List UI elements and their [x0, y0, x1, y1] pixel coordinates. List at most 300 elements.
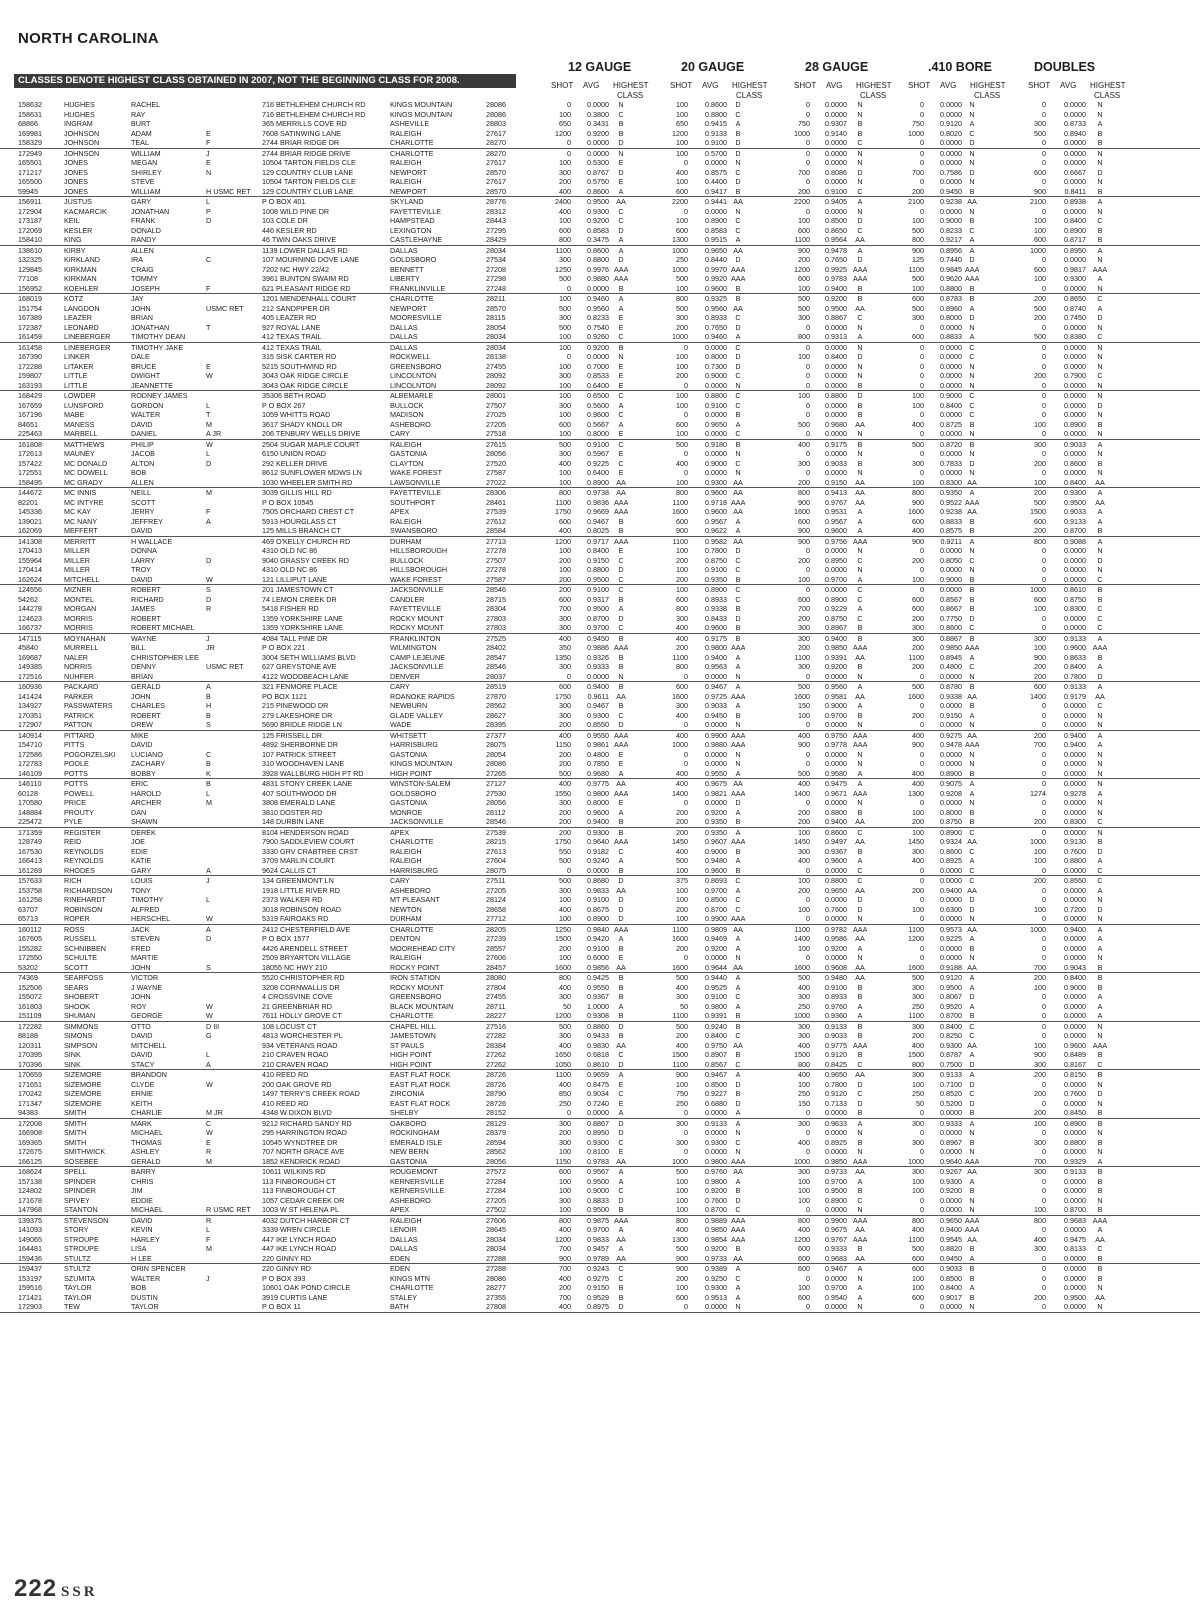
class-col-header: CLASS	[617, 91, 644, 100]
city: FRANKLINVILLE	[390, 283, 446, 293]
class-12: C	[618, 623, 624, 632]
class-20: C	[735, 594, 741, 604]
last-name: HUGHES	[64, 109, 95, 119]
avg-12: 0.8767	[587, 167, 609, 177]
shot-12: 300	[559, 1195, 571, 1205]
shot-doubles: 0	[1042, 885, 1046, 895]
avg-20: 0.7800	[705, 546, 727, 555]
zip: 27870	[486, 691, 506, 701]
class-12: C	[618, 1050, 624, 1059]
avg-12: 0.7540	[587, 322, 609, 332]
first-name: MICHAEL	[131, 1128, 163, 1137]
member-id: 161803	[18, 1001, 42, 1011]
avg-doubles: 0.7900	[1064, 371, 1086, 380]
class-20: B	[735, 1050, 741, 1059]
address: 5215 SOUTHWIND RD	[262, 361, 337, 371]
member-id: 167196	[18, 410, 42, 419]
address: 1497 TERRY'S CREEK ROAD	[262, 1089, 360, 1098]
avg-28: 0.9150	[825, 477, 847, 487]
avg-doubles: 0.9130	[1064, 837, 1086, 846]
table-row	[0, 440, 1200, 450]
class-20: N	[735, 1302, 741, 1311]
middle-suffix: S	[206, 962, 211, 972]
shot-28: 800	[798, 1215, 810, 1225]
class-410: C	[969, 128, 975, 138]
shot-doubles: 0	[1042, 759, 1046, 768]
class-doubles: N	[1097, 779, 1103, 788]
publication-name: SSR	[61, 1584, 98, 1600]
shot-20: 1600	[672, 934, 688, 943]
member-id: 148884	[18, 807, 42, 817]
avg-doubles: 0.0000	[1064, 885, 1086, 895]
table-row	[0, 207, 1200, 217]
class-12: A	[618, 1244, 624, 1253]
shot-doubles: 800	[1034, 536, 1046, 546]
last-name: SINK	[64, 1059, 81, 1069]
class-20: C	[735, 342, 741, 352]
shot-doubles: 0	[1042, 934, 1046, 943]
avg-12: 0.9150	[587, 1283, 609, 1292]
avg-28: 0.9600	[825, 856, 847, 865]
avg-28: 0.9650	[825, 885, 847, 895]
first-name: JAY	[131, 294, 144, 303]
member-id: 170413	[18, 546, 42, 555]
last-name: RICHARDSON	[64, 885, 113, 895]
class-410: B	[969, 574, 975, 584]
address: 1359 YORKSHIRE LANE	[262, 623, 343, 632]
shot-410: 0	[920, 342, 924, 352]
first-name: BOBBY	[131, 768, 156, 778]
city: ALBEMARLE	[390, 391, 434, 400]
avg-col-header: AVG	[940, 81, 957, 90]
zip: 27525	[486, 633, 506, 643]
shot-28: 0	[806, 449, 810, 458]
shot-12: 500	[559, 1021, 571, 1031]
shot-20: 375	[676, 876, 688, 885]
city: WAKE FOREST	[390, 574, 443, 584]
first-name: ZACHARY	[131, 759, 166, 768]
shot-28: 1000	[794, 1011, 810, 1020]
shot-28: 0	[806, 565, 810, 574]
class-doubles: B	[1097, 1137, 1103, 1147]
city: CHARLOTTE	[390, 294, 434, 303]
first-name: ROBERT	[131, 710, 161, 720]
shot-410: 300	[912, 458, 924, 468]
member-id: 149065	[18, 1234, 42, 1244]
class-doubles: B	[1097, 973, 1103, 982]
avg-12: 0.8610	[587, 1059, 609, 1069]
shot-410: 100	[912, 1079, 924, 1089]
city: HARRISBURG	[390, 740, 438, 749]
class-28: A	[857, 682, 863, 691]
avg-20: 0.9480	[705, 856, 727, 865]
address: 5520 CHRISTOPHER RD	[262, 973, 345, 982]
shot-410: 0	[920, 943, 924, 953]
last-name: SPELL	[64, 1167, 87, 1176]
shot-doubles: 0	[1042, 895, 1046, 904]
class-410: B	[969, 768, 975, 778]
class-28: B	[857, 458, 863, 468]
avg-12: 0.7850	[587, 759, 609, 768]
class-doubles: B	[1097, 458, 1103, 468]
zip: 27803	[486, 623, 506, 632]
city: APEX	[390, 1205, 410, 1214]
first-name: WALTER	[131, 1273, 161, 1283]
last-name: SMITH	[64, 1137, 87, 1147]
class-28: AA	[855, 303, 865, 313]
avg-28: 0.9540	[825, 1292, 847, 1302]
address: 469 O'KELLY CHURCH RD	[262, 536, 351, 546]
class-doubles: N	[1097, 158, 1103, 167]
shot-20: 1100	[672, 924, 688, 934]
shot-410: 0	[920, 546, 924, 555]
class-12: B	[618, 283, 624, 293]
zip: 27262	[486, 1059, 506, 1069]
first-name: CHARLES	[131, 701, 165, 710]
avg-doubles: 0.8900	[1064, 225, 1086, 235]
avg-doubles: 0.8400	[1064, 477, 1086, 487]
shot-20: 100	[676, 138, 688, 147]
avg-28: 0.9100	[825, 186, 847, 196]
shot-28: 0	[806, 342, 810, 352]
zip: 27713	[486, 536, 506, 546]
class-doubles: C	[1097, 216, 1103, 225]
shot-20: 250	[676, 1098, 688, 1108]
avg-20: 0.0000	[705, 749, 727, 759]
address: 220 GINNY RD	[262, 1253, 311, 1263]
zip: 27520	[486, 458, 506, 468]
shot-28: 0	[806, 895, 810, 904]
shot-12: 1050	[555, 1059, 571, 1069]
avg-20: 0.0000	[705, 798, 727, 807]
last-name: PROUTY	[64, 807, 94, 817]
table-row	[0, 1138, 1200, 1148]
shot-12: 400	[559, 1040, 571, 1050]
address: 4892 SHERBORNE DR	[262, 740, 338, 749]
shot-410: 100	[912, 1283, 924, 1292]
city: CHARLOTTE	[390, 1283, 434, 1292]
middle-suffix: L	[206, 400, 210, 410]
class-28: AA	[855, 817, 865, 826]
last-name: JONES	[64, 158, 88, 167]
class-doubles: A	[1097, 924, 1103, 934]
shot-20: 300	[676, 701, 688, 710]
first-name: DONALD	[131, 225, 161, 235]
class-12: N	[618, 148, 624, 158]
shot-410: 1600	[908, 962, 924, 972]
shot-410: 400	[912, 779, 924, 788]
middle-suffix: H	[206, 701, 212, 710]
avg-28: 0.9580	[825, 768, 847, 778]
avg-28: 0.9756	[825, 536, 847, 546]
class-doubles: B	[1097, 1186, 1103, 1195]
class-doubles: AA	[1095, 1292, 1105, 1302]
table-row	[0, 682, 1200, 692]
class-410: A	[969, 235, 975, 244]
shot-28: 300	[798, 1021, 810, 1031]
shot-20: 300	[676, 313, 688, 322]
first-name: ROBERT	[131, 613, 161, 623]
shot-410: 100	[912, 574, 924, 584]
class-28: B	[857, 1108, 863, 1117]
avg-28: 0.9671	[825, 788, 847, 798]
shot-28: 0	[806, 177, 810, 186]
avg-410: 0.9267	[940, 1167, 962, 1176]
shot-12: 0	[567, 865, 571, 875]
class-410: N	[969, 1302, 975, 1311]
avg-doubles: 0.9817	[1064, 264, 1086, 274]
class-12: D	[618, 1059, 624, 1069]
avg-12: 0.0000	[587, 138, 609, 147]
avg-28: 0.9391	[825, 652, 847, 662]
shot-doubles: 1400	[1030, 691, 1046, 701]
shot-28: 0	[806, 1302, 810, 1311]
class-410: A	[969, 1283, 975, 1292]
member-id: 124802	[18, 1186, 42, 1195]
member-id: 160936	[18, 682, 42, 691]
address: 3810 DOSTER RD	[262, 807, 323, 817]
class-410: A	[969, 1118, 975, 1128]
table-row	[0, 914, 1200, 925]
avg-28: 0.9313	[825, 332, 847, 341]
table-row	[0, 1264, 1200, 1274]
avg-12: 0.9833	[587, 885, 609, 895]
class-12: B	[618, 342, 624, 352]
avg-12: 0.9225	[587, 458, 609, 468]
member-id: 172516	[18, 671, 42, 681]
avg-20: 0.8700	[705, 904, 727, 914]
avg-doubles: 0.0000	[1064, 400, 1086, 410]
class-20: B	[735, 439, 741, 449]
last-name: KESLER	[64, 225, 93, 235]
avg-12: 0.8000	[587, 429, 609, 438]
avg-410: 0.0000	[940, 361, 962, 371]
shot-20: 1100	[672, 1011, 688, 1020]
zip: 27539	[486, 827, 506, 837]
class-doubles: N	[1097, 206, 1103, 216]
class-410: C	[969, 555, 975, 565]
class-28: AAA	[853, 1215, 867, 1225]
first-name: JOHN	[131, 992, 151, 1001]
zip: 28124	[486, 895, 506, 904]
address: 4831 STONY CREEK LANE	[262, 779, 353, 788]
class-410: B	[969, 1292, 975, 1302]
avg-28: 0.9760	[825, 1001, 847, 1011]
member-id: 168019	[18, 294, 42, 303]
member-id: 169687	[18, 652, 42, 662]
avg-doubles: 0.9329	[1064, 1156, 1086, 1166]
member-id: 149385	[18, 662, 42, 671]
class-20: A	[735, 885, 741, 895]
city: ROCKINGHAM	[390, 1128, 440, 1137]
class-410: A	[969, 1253, 975, 1263]
table-row	[0, 1293, 1200, 1303]
zip: 27205	[486, 1195, 506, 1205]
middle-suffix: J	[206, 148, 210, 158]
table-row	[0, 1167, 1200, 1177]
shot-28: 0	[806, 1273, 810, 1283]
address: 7611 HOLLY GROVE CT	[262, 1011, 342, 1020]
shot-28: 600	[798, 225, 810, 235]
class-410: B	[969, 633, 975, 643]
avg-20: 0.9650	[705, 419, 727, 429]
middle-suffix: L	[206, 449, 210, 458]
avg-doubles: 0.8400	[1064, 973, 1086, 982]
avg-doubles: 0.0000	[1064, 1225, 1086, 1234]
shot-410: 600	[912, 604, 924, 613]
shot-20: 100	[676, 585, 688, 594]
avg-28: 0.9133	[825, 1021, 847, 1031]
avg-12: 0.9886	[587, 643, 609, 652]
class-410: N	[969, 206, 975, 216]
city: MOORESVILLE	[390, 313, 442, 322]
avg-28: 0.0000	[825, 565, 847, 574]
avg-doubles: 0.0000	[1064, 100, 1086, 109]
class-doubles: A	[1097, 662, 1103, 671]
avg-28: 0.8800	[825, 391, 847, 400]
first-name: BARRY	[131, 1167, 156, 1176]
class-12: E	[618, 322, 624, 332]
shot-28: 1600	[794, 962, 810, 972]
class-410: AA	[967, 962, 977, 972]
class-12: E	[618, 546, 624, 555]
shot-20: 200	[676, 827, 688, 837]
avg-410: 0.9238	[940, 507, 962, 516]
avg-12: 0.9275	[587, 1273, 609, 1283]
shot-410: 600	[912, 1292, 924, 1302]
class-12: C	[618, 1137, 624, 1147]
shot-28: 0	[806, 749, 810, 759]
shot-410: 300	[912, 1137, 924, 1147]
shot-doubles: 600	[1034, 682, 1046, 691]
first-name: JOE	[131, 837, 145, 846]
shot-doubles: 0	[1042, 1011, 1046, 1020]
avg-410: 0.7833	[940, 458, 962, 468]
first-name: IRA	[131, 255, 143, 264]
avg-12: 0.9457	[587, 1244, 609, 1253]
class-doubles: A	[1097, 1225, 1103, 1234]
shot-28: 1450	[794, 837, 810, 846]
shot-20: 200	[676, 1031, 688, 1040]
shot-410: 400	[912, 419, 924, 429]
zip: 27804	[486, 982, 506, 992]
member-id: 166737	[18, 623, 42, 632]
class-20: C	[735, 1137, 741, 1147]
shot-410: 600	[912, 332, 924, 341]
avg-410: 0.7440	[940, 255, 962, 264]
avg-12: 0.9830	[587, 1040, 609, 1050]
class-28: B	[857, 982, 863, 992]
avg-12: 0.9567	[587, 1167, 609, 1176]
avg-12: 0.6000	[587, 953, 609, 962]
class-410: B	[969, 283, 975, 293]
class-doubles: N	[1097, 429, 1103, 438]
address: 125 FRISSELL DR	[262, 730, 323, 740]
shot-410: 1500	[908, 1050, 924, 1059]
avg-28: 0.0000	[825, 380, 847, 390]
address: 9624 CALLIS CT	[262, 865, 317, 875]
shot-doubles: 0	[1042, 1098, 1046, 1108]
class-28: C	[857, 186, 863, 196]
address: 412 TEXAS TRAIL	[262, 342, 322, 352]
address: 292 KELLER DRIVE	[262, 458, 328, 468]
avg-12: 0.8675	[587, 904, 609, 914]
member-id: 144278	[18, 604, 42, 613]
avg-doubles: 0.9300	[1064, 488, 1086, 497]
avg-28: 0.9586	[825, 934, 847, 943]
avg-28: 0.0000	[825, 1128, 847, 1137]
member-id: 140914	[18, 730, 42, 740]
middle-suffix: M	[206, 488, 212, 497]
class-28: AAA	[853, 788, 867, 798]
avg-28: 0.8500	[825, 216, 847, 225]
avg-28: 0.9120	[825, 1050, 847, 1059]
zip: 27265	[486, 768, 506, 778]
city: RALEIGH	[390, 158, 422, 167]
middle-suffix: M JR	[206, 1108, 223, 1117]
class-12: AAA	[614, 497, 628, 507]
address: PO BOX 1121	[262, 691, 308, 701]
avg-20: 0.9567	[705, 516, 727, 526]
city: ASHEBORO	[390, 885, 431, 895]
zip: 28086	[486, 759, 506, 768]
address: 125 MILLS BRANCH CT	[262, 526, 341, 535]
shot-410: 0	[920, 914, 924, 923]
shot-20: 900	[676, 526, 688, 535]
shot-col-header: SHOT	[908, 81, 931, 90]
class-12: AAA	[614, 740, 628, 749]
shot-doubles: 700	[1034, 740, 1046, 749]
avg-20: 0.9889	[705, 1215, 727, 1225]
table-row	[0, 420, 1200, 430]
table-row	[0, 556, 1200, 566]
avg-doubles: 0.0000	[1064, 1186, 1086, 1195]
avg-28: 0.9683	[825, 1253, 847, 1263]
avg-410: 0.0000	[940, 342, 962, 352]
city: BULLOCK	[390, 555, 424, 565]
member-id: 53202	[18, 962, 38, 972]
shot-20: 100	[676, 1195, 688, 1205]
zip: 28205	[486, 924, 506, 934]
first-name: ERIC	[131, 779, 149, 788]
avg-12: 0.9529	[587, 1292, 609, 1302]
class-410: AA	[967, 924, 977, 934]
member-id: 166908	[18, 1128, 42, 1137]
shot-20: 600	[676, 682, 688, 691]
table-row	[0, 653, 1200, 663]
avg-410: 0.0000	[940, 1128, 962, 1137]
shot-doubles: 0	[1042, 574, 1046, 584]
member-id: 94383	[18, 1108, 38, 1117]
class-doubles: B	[1097, 1070, 1103, 1079]
city: JACKSONVILLE	[390, 817, 444, 826]
member-id: 167659	[18, 400, 42, 410]
shot-410: 0	[920, 371, 924, 380]
city: DALLAS	[390, 1244, 418, 1253]
shot-20: 1500	[672, 1050, 688, 1059]
address: 5418 FISHER RD	[262, 604, 319, 613]
first-name: DANIEL	[131, 429, 157, 438]
shot-doubles: 200	[1034, 817, 1046, 826]
last-name: JOHNSON	[64, 128, 100, 138]
shot-12: 1500	[555, 934, 571, 943]
avg-20: 0.8440	[705, 255, 727, 264]
class-20: A	[735, 332, 741, 341]
member-id: 157422	[18, 458, 42, 468]
last-name: RHODES	[64, 865, 95, 875]
avg-doubles: 0.8133	[1064, 1244, 1086, 1253]
last-name: MANESS	[64, 419, 95, 429]
